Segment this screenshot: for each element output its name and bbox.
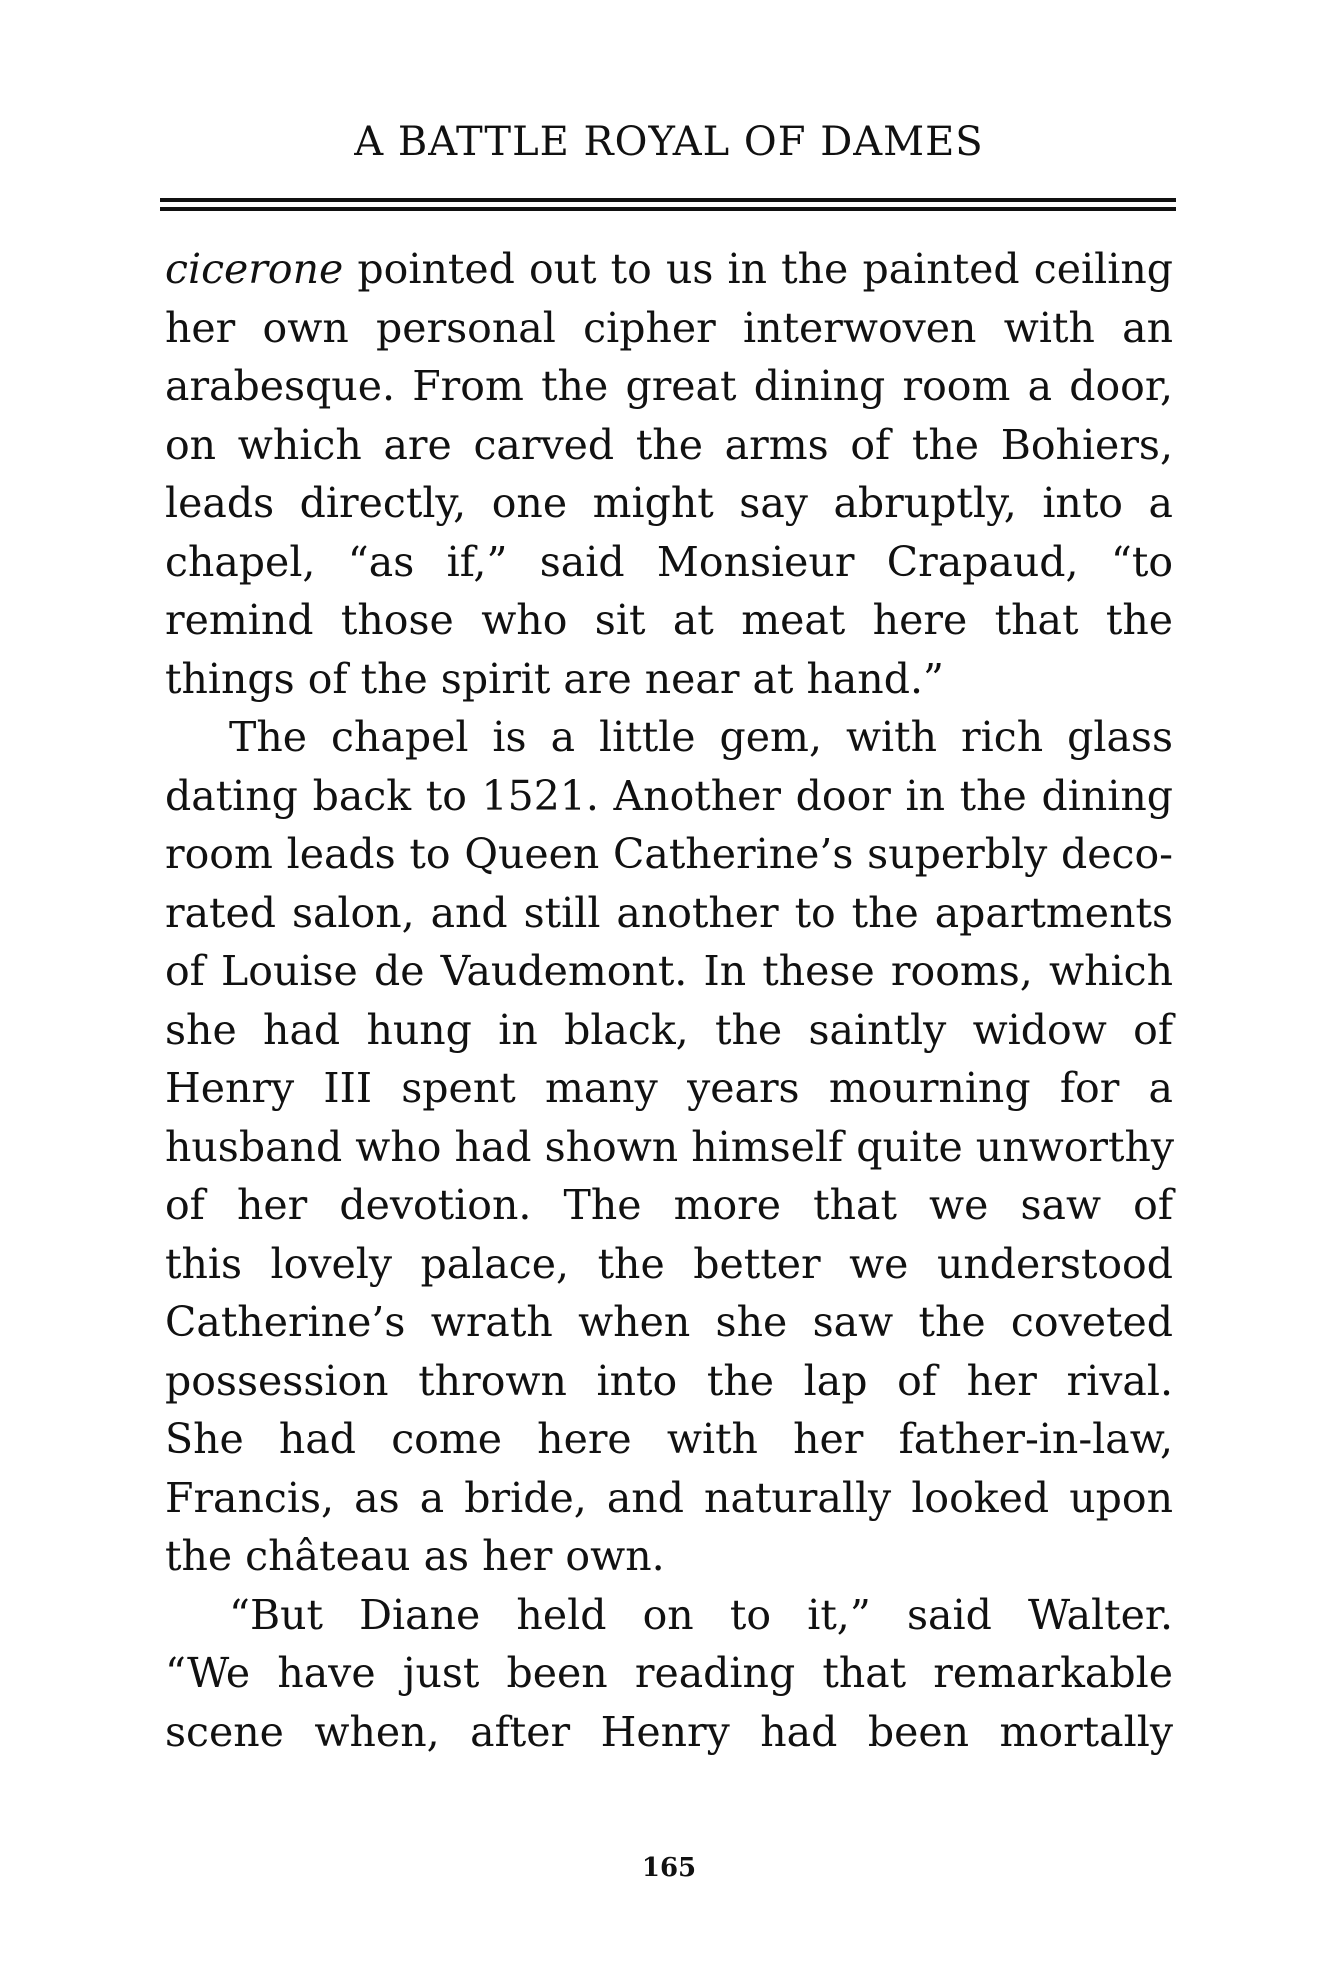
text-line: Francis, as a bride, and naturally looked upon bbox=[165, 1473, 1173, 1522]
text-line: scene when, after Henry had been mortally bbox=[165, 1707, 1173, 1756]
text-line: chapel, “as if,” said Monsieur Crapaud, “to bbox=[165, 537, 1173, 586]
text-line: of Louise de Vaudemont. In these rooms, which bbox=[165, 947, 1173, 995]
text-line: rated salon, and still another to the apartments bbox=[165, 888, 1173, 937]
text-line: dating back to 1521. Another door in the dining bbox=[165, 771, 1173, 820]
head-rule-top bbox=[160, 198, 1176, 202]
text-line: The chapel is a little gem, with rich glass bbox=[229, 713, 1173, 761]
text-line: Catherine’s wrath when she saw the coveted bbox=[165, 1298, 1173, 1346]
head-rule-bottom bbox=[160, 207, 1176, 211]
text-line: of her devotion. The more that we saw of bbox=[165, 1181, 1173, 1229]
text-line: “But Diane held on to it,” said Walter. bbox=[229, 1590, 1173, 1639]
text-line: cicerone pointed out to us in the painted ceiling bbox=[165, 245, 1173, 293]
text-line: possession thrown into the lap of her rival. bbox=[165, 1356, 1173, 1405]
text-line: the château as her own. bbox=[165, 1532, 665, 1580]
text-line: on which are carved the arms of the Bohiers, bbox=[165, 420, 1173, 469]
text-line: room leads to Queen Catherine’s superbly deco- bbox=[165, 830, 1173, 878]
text-line: She had come here with her father-in-law, bbox=[165, 1415, 1173, 1463]
text-line: remind those who sit at meat here that the bbox=[165, 596, 1173, 644]
text-line: her own personal cipher interwoven with an bbox=[165, 303, 1173, 352]
text-line: husband who had shown himself quite unworthy bbox=[165, 1122, 1175, 1171]
text-line: this lovely palace, the better we understood bbox=[165, 1239, 1173, 1288]
body-text bbox=[165, 240, 1173, 1761]
text-line: she had hung in black, the saintly widow of bbox=[165, 1005, 1173, 1054]
running-head: A BATTLE ROYAL OF DAMES bbox=[354, 119, 984, 165]
text-line: Henry III spent many years mourning for a bbox=[165, 1064, 1173, 1112]
page-number: 165 bbox=[641, 1853, 697, 1883]
text-line: things of the spirit are near at hand.” bbox=[165, 654, 944, 703]
italic-word: cicerone bbox=[165, 245, 344, 293]
text-line: leads directly, one might say abruptly, into a bbox=[165, 479, 1173, 527]
text-line: “We have just been reading that remarkable bbox=[165, 1649, 1173, 1697]
text-line: arabesque. From the great dining room a door, bbox=[165, 362, 1173, 410]
